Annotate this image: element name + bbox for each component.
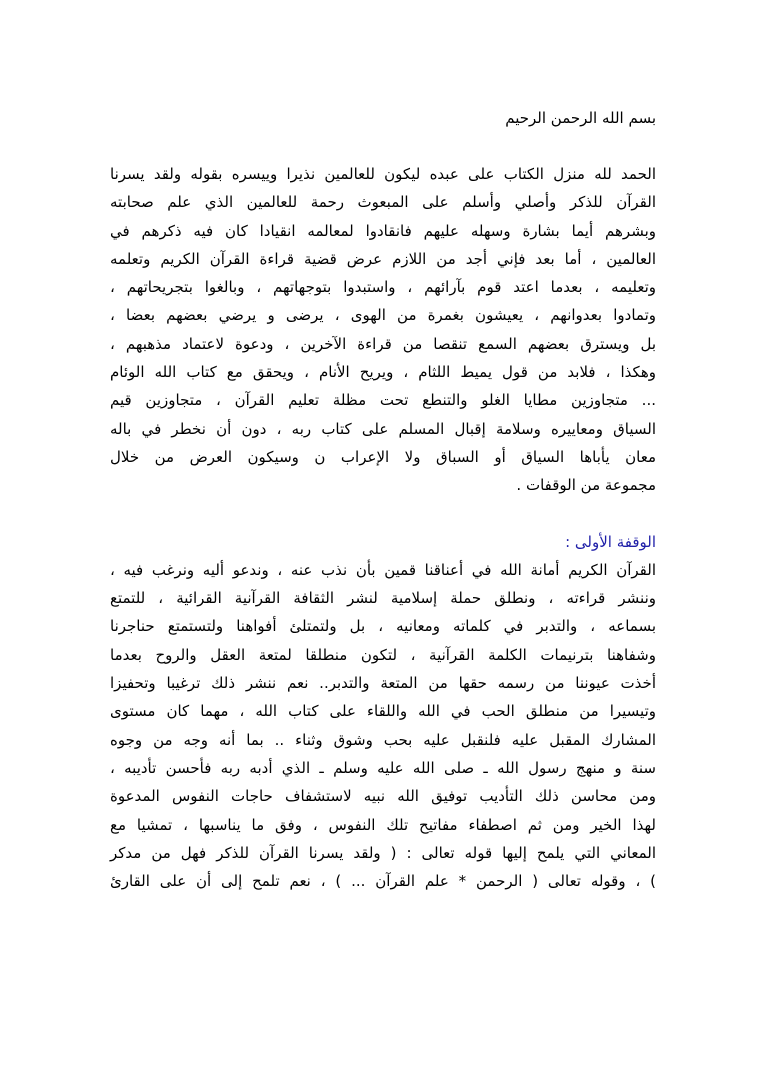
intro-line: السياق ومعاييره وسلامة إقبال المسلم على كتاب ربه ، دون أن نخطر في باله [110,419,656,438]
section-line: ومن محاسن ذلك التأديب توفيق الله نبيه لاستشفاف حاجات النفوس المدعوة [110,787,656,806]
intro-line: وتعليمه ، بعدما اعتد قوم بآرائهم ، واستبدوا بتوجهاتهم ، وبالغوا بتجريحاتهم ، [110,278,656,297]
basmala-line: بسم الله الرحمن الرحيم [505,109,656,127]
section-line: بسماعه ، والتدبر في كلماته ومعانيه ، بل ولتمتلئ أفواهنا ولتستمتع حناجرنا [110,617,656,636]
intro-line: بل ويسترق بعضهم السمع تنقصا من قراءة الآخرين ، ودعوة لاعتماد مذهبهم ، [110,334,656,353]
section-heading: الوقفة الأولى : [565,532,656,551]
intro-line: الحمد لله منزل الكتاب على عبده ليكون للعالمين نذيرا وييسره بقوله ولقد يسرنا [110,165,656,183]
section-line: أخذت عيوننا من رسمه حقها من المتعة والتدبر.. نعم ننشر ذلك ترغيبا وتحفيزا [110,674,656,693]
section-line: سنة و منهج رسول الله ـ صلى الله عليه وسلم ـ الذي أدبه ربه فأحسن تأديبه ، [110,758,656,777]
intro-line-last: مجموعة من الوقفات . [516,476,656,495]
section-line: وشفاهنا بترنيمات الكلمة القرآنية ، لتكون منطلقا لمتعة العقل والروح بعدما [110,645,656,664]
section-line: وتيسيرا من منطلق الحب في الله واللقاء على كتاب الله ، مهما كان مستوى [110,702,656,721]
section-line: وننشر قراءته ، ونطلق حملة إسلامية لنشر الثقافة القرآنية القرائية ، للتمتع [110,589,656,608]
spacer [110,132,656,160]
section-paragraph [110,556,656,896]
section-line: المشارك المقبل عليه فلنقبل عليه بحب وشوق وثناء .. بما أنه وجه من وجوه [110,730,656,749]
intro-line: القرآن للذكر وأصلي وأسلم على المبعوث رحمة للعالمين الذي علم صحابته [110,193,656,212]
section-line: المعاني التي يلمح إليها قوله تعالى : ( ولقد يسرنا القرآن للذكر فهل من مدكر [110,843,656,862]
intro-line: وتمادوا بعدوانهم ، يعيشون بغمرة من الهوى ، يرضى و يرضي بعضهم بعضا ، [110,306,656,325]
intro-line: وبشرهم أيما بشارة وسهله عليهم فانقادوا لمعالمه انقيادا كان فيه ذكرهم في [110,221,656,240]
document-body [110,104,656,895]
section-line: لهذا الخير ومن ثم اصطفاء مفاتيح تلك النفوس ، وفق ما يناسبها ، تمشيا مع [110,815,656,834]
spacer [110,500,656,528]
intro-paragraph [110,160,656,500]
intro-line: وهكذا ، فلابد من قول يميط اللثام ، ويريح الأنام ، ويحقق مع كتاب الله الوئام [110,363,656,382]
intro-line: ... متجاوزين مطايا الغلو والتنطع تحت مظلة تعليم القرآن ، متجاوزين قيم [110,391,656,410]
intro-line: العالمين ، أما بعد فإني أجد من اللازم عرض قضية قراءة القرآن الكريم وتعلمه [110,249,656,268]
section-line: القرآن الكريم أمانة الله في أعناقنا قمين بأن نذب عنه ، وندعو أليه ونرغب فيه ، [110,560,656,579]
section-line: ) ، وقوله تعالى ( الرحمن * علم القرآن ... ) ، نعم تلمح إلى أن على القارئ [110,872,656,891]
intro-line: معان يأباها السياق أو السباق ولا الإعراب ن وسيكون العرض من خلال [110,447,656,466]
